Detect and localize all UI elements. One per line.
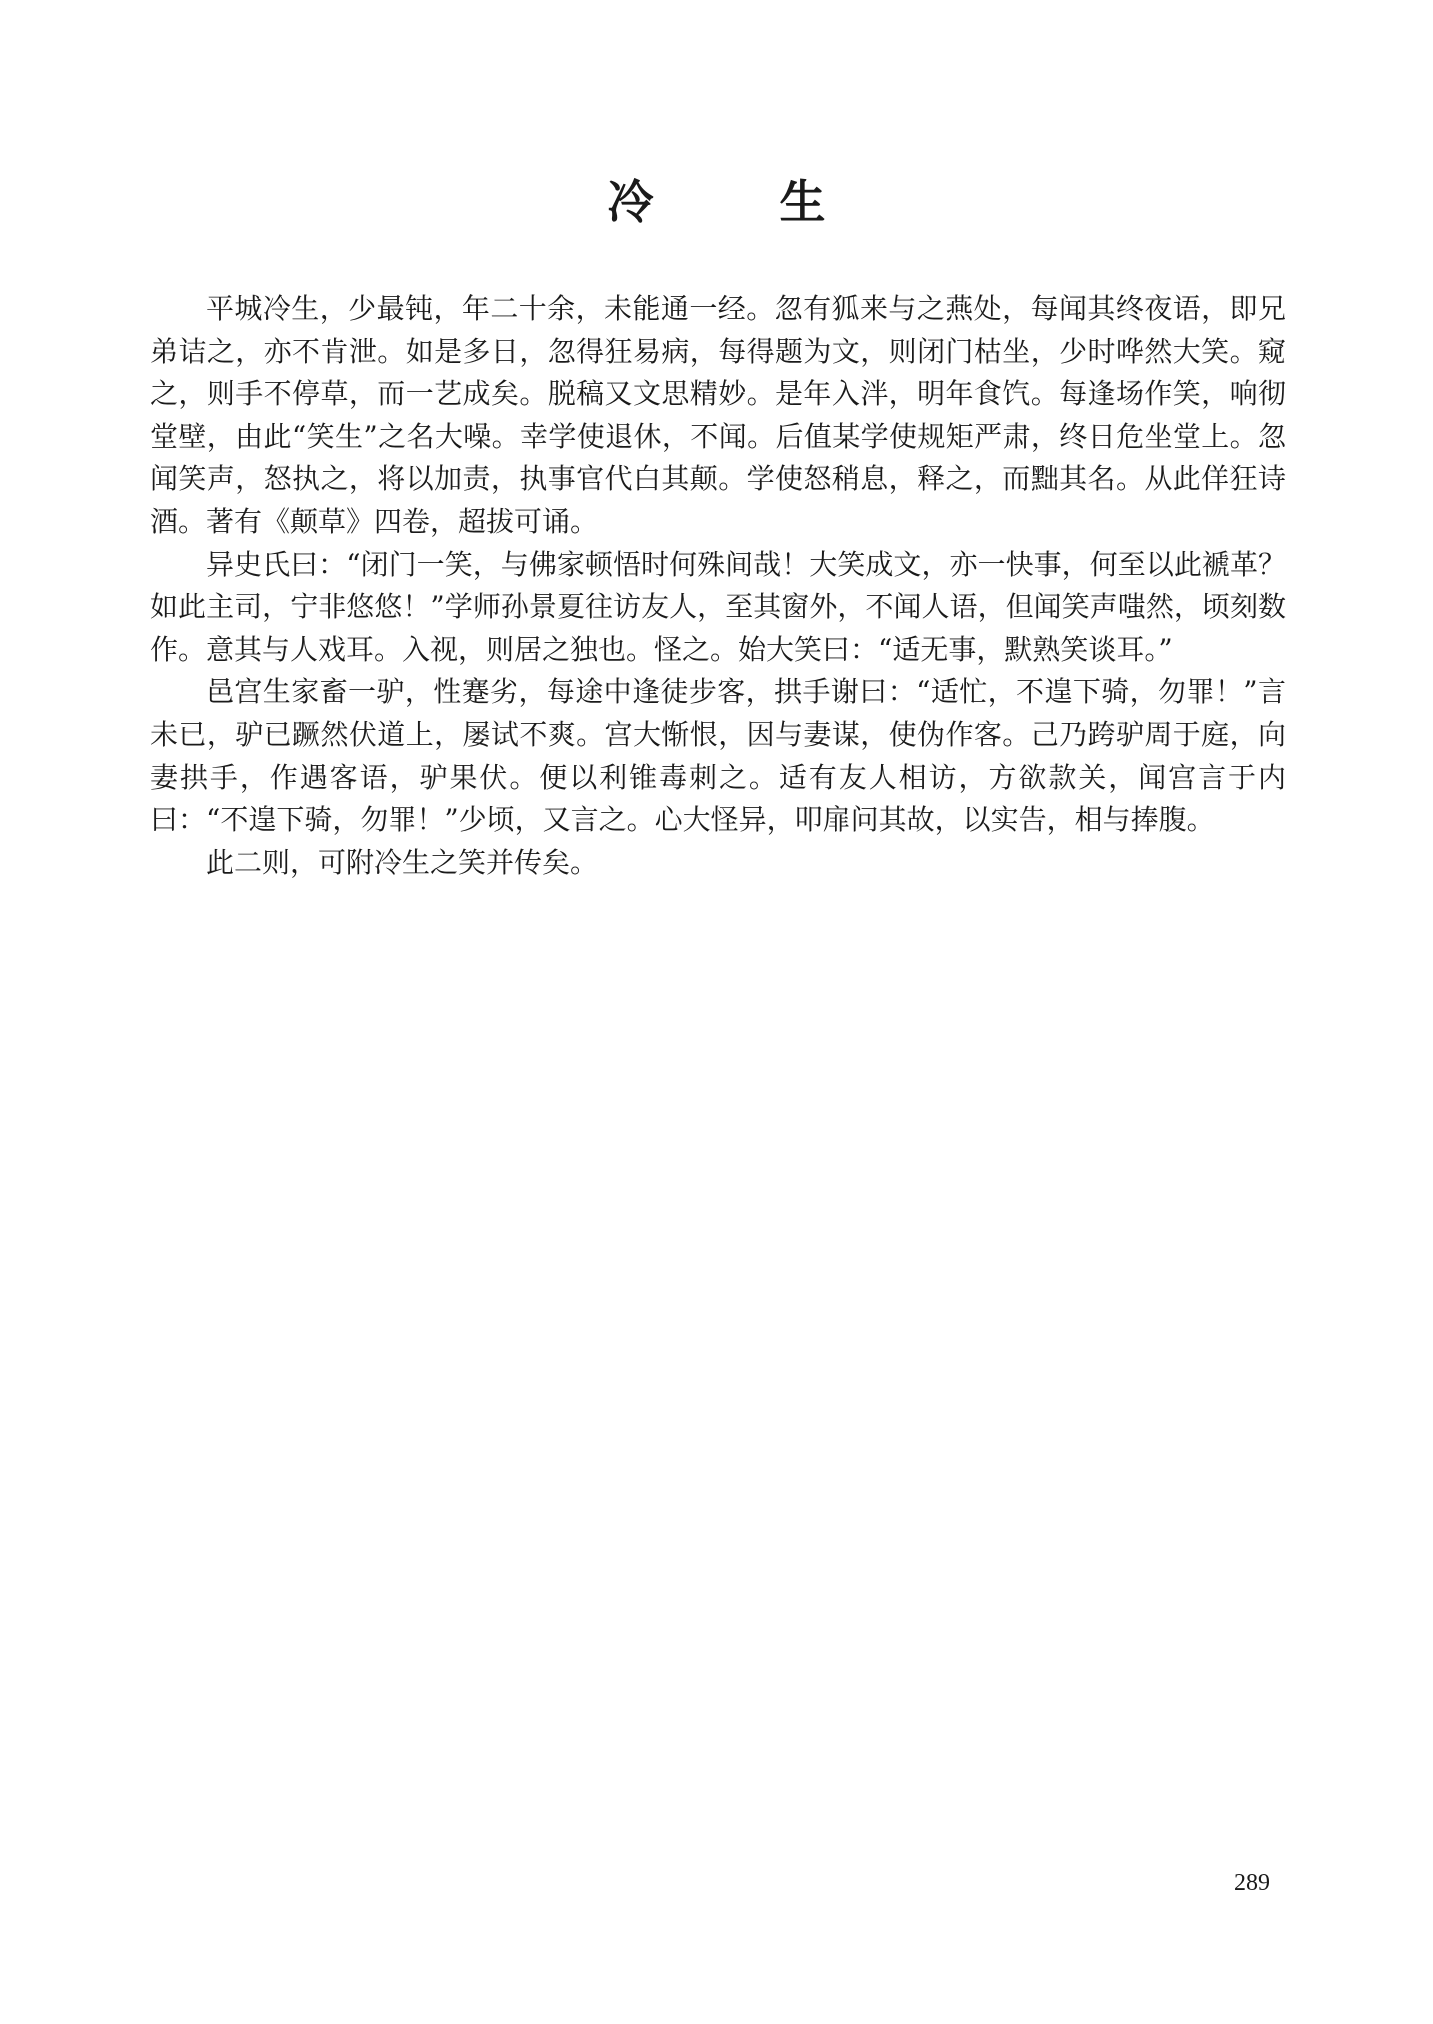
body-text [150, 288, 1286, 884]
page-title: 冷 生 [607, 175, 866, 229]
page-number: 289 [1234, 1870, 1270, 1896]
paragraph: 邑宫生家畜一驴，性蹇劣，每途中逢徒步客，拱手谢曰：“适忙，不遑下骑，勿罪！”言未已，驴已蹶然伏道上，屡试不爽。宫大惭恨，因与妻谋，使伪作客。己乃跨驴周于庭，向妻拱手，作遇客语，驴果伏。便以利锥毒刺之。适有友人相访，方欲款关，闻宫言于内曰：“不遑下骑，勿罪！”少顷，又言之。心大怪异，叩扉问其故，以实告，相与捧腹。 [150, 675, 1286, 837]
paragraph: 平城冷生，少最钝，年二十余，未能通一经。忽有狐来与之燕处，每闻其终夜语，即兄弟诘之，亦不肯泄。如是多日，忽得狂易病，每得题为文，则闭门枯坐，少时哗然大笑。窥之，则手不停草，而一艺成矣。脱稿又文思精妙。是年入泮，明年食饩。每逢场作笑，响彻堂壁，由此“笑生”之名大噪。幸学使退休，不闻。后值某学使规矩严肃，终日危坐堂上。忽闻笑声，怒执之，将以加责，执事官代白其颠。学使怒稍息，释之，而黜其名。从此佯狂诗酒。著有《颠草》四卷，超拔可诵。 [150, 292, 1286, 538]
paragraph: 异史氏曰：“闭门一笑，与佛家顿悟时何殊间哉！大笑成文，亦一快事，何至以此褫革？如此主司，宁非悠悠！”学师孙景夏往访友人，至其窗外，不闻人语，但闻笑声嗤然，顷刻数作。意其与人戏耳。入视，则居之独也。怪之。始大笑曰：“适无事，默熟笑谈耳。” [150, 547, 1286, 666]
paragraph: 此二则，可附冷生之笑并传矣。 [206, 845, 599, 879]
